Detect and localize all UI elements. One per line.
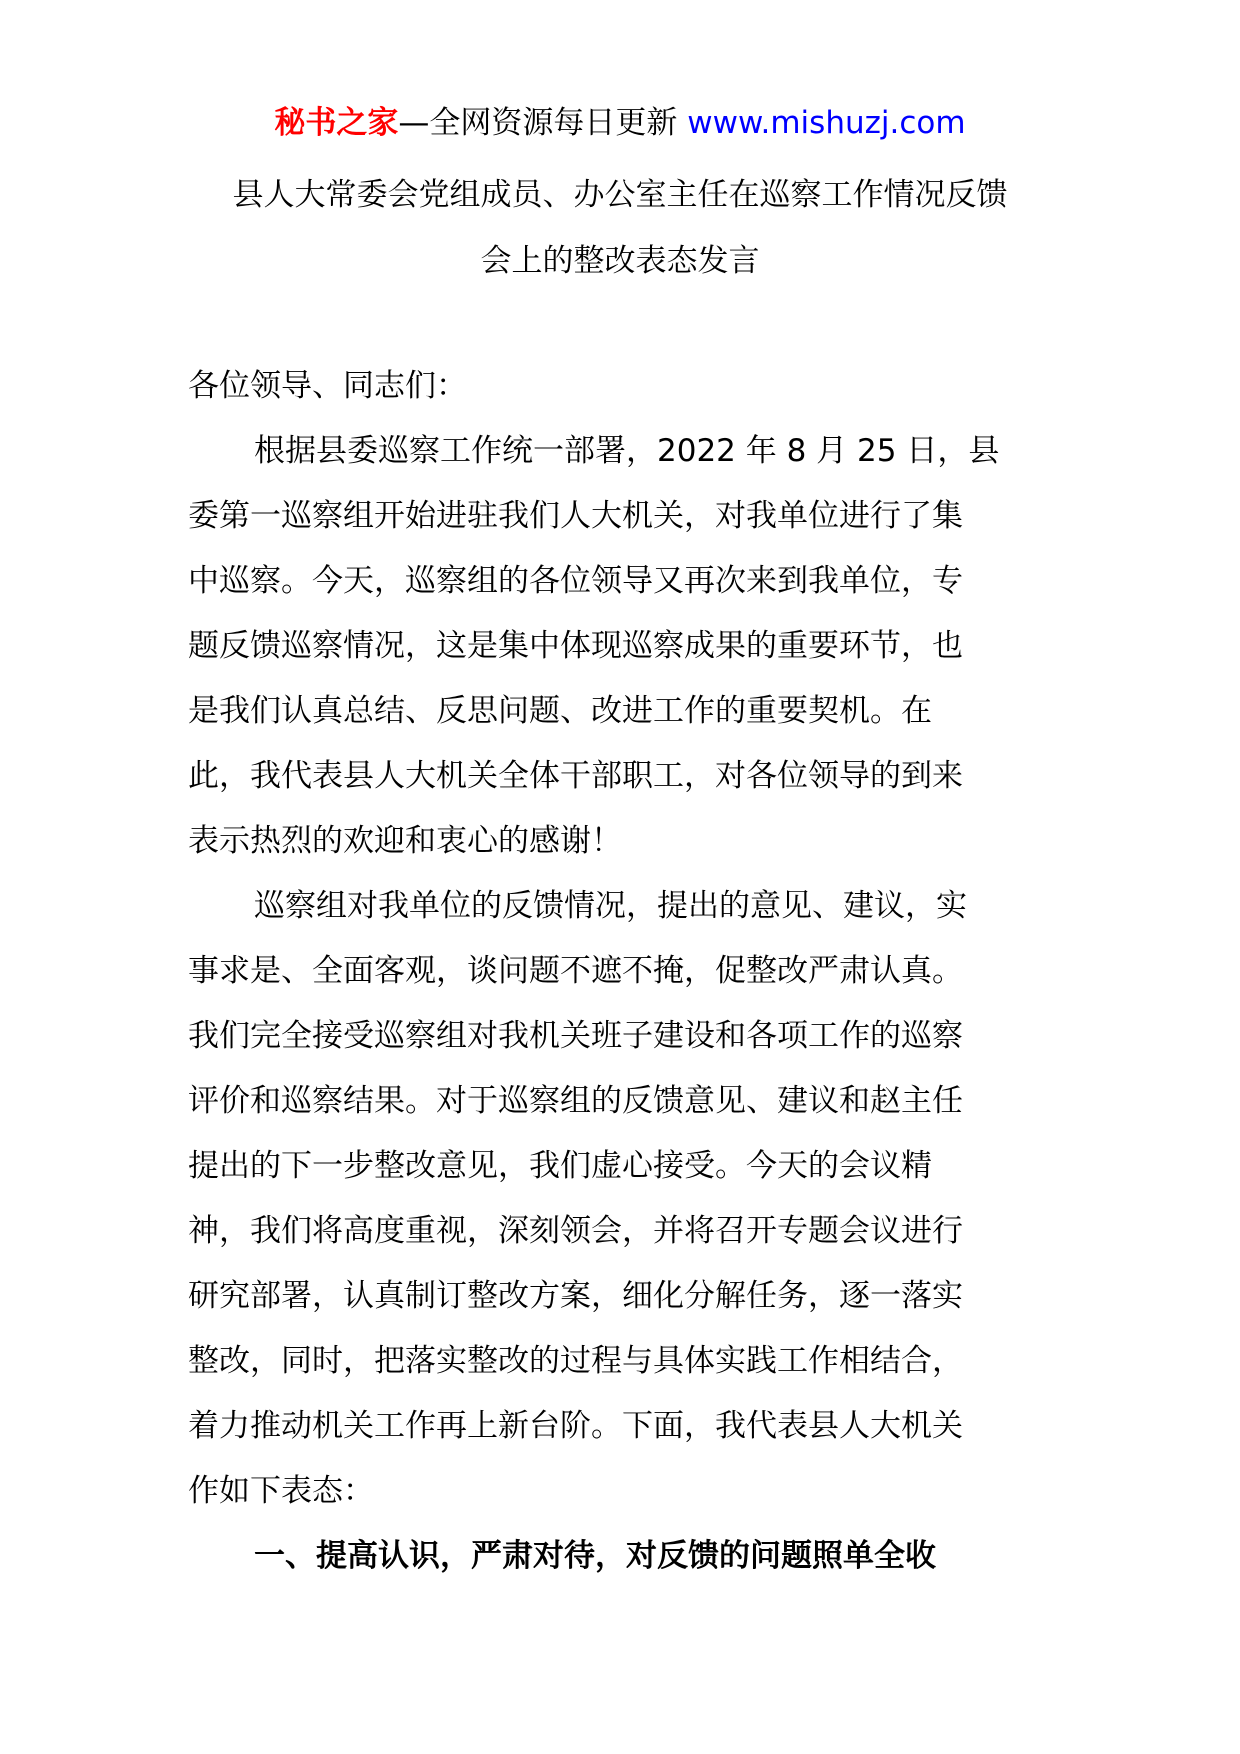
paragraph-line: 表示热烈的欢迎和衷心的感谢！ bbox=[188, 823, 622, 859]
paragraph-line: 评价和巡察结果。对于巡察组的反馈意见、建议和赵主任 bbox=[188, 1083, 963, 1119]
document-title bbox=[0, 162, 1240, 294]
paragraph-line: 事求是、全面客观，谈问题不遮不掩，促整改严肃认真。 bbox=[188, 953, 963, 989]
paragraph-line: 题反馈巡察情况，这是集中体现巡察成果的重要环节，也 bbox=[188, 628, 963, 664]
document-body bbox=[188, 354, 1048, 1589]
paragraph-line: 提出的下一步整改意见，我们虚心接受。今天的会议精 bbox=[188, 1148, 932, 1184]
section-heading: 一、提高认识，严肃对待，对反馈的问题照单全收 bbox=[254, 1538, 936, 1574]
paragraph-line: 作如下表态： bbox=[188, 1473, 374, 1509]
paragraph-2 bbox=[188, 874, 1048, 1524]
paragraph-line: 着力推动机关工作再上新台阶。下面，我代表县人大机关 bbox=[188, 1408, 963, 1444]
title-line-2: 会上的整改表态发言 bbox=[480, 243, 760, 279]
site-header bbox=[0, 100, 1240, 146]
paragraph-line: 委第一巡察组开始进驻我们人大机关，对我单位进行了集 bbox=[188, 498, 963, 534]
paragraph-line: 我们完全接受巡察组对我机关班子建设和各项工作的巡察 bbox=[188, 1018, 963, 1054]
title-line-1: 县人大常委会党组成员、办公室主任在巡察工作情况反馈 bbox=[232, 177, 1008, 213]
header-tagline: —全网资源每日更新 bbox=[398, 105, 688, 141]
brand-name: 秘书之家 bbox=[274, 105, 399, 141]
paragraph-line: 研究部署，认真制订整改方案，细化分解任务，逐一落实 bbox=[188, 1278, 963, 1314]
paragraph-line: 巡察组对我单位的反馈情况，提出的意见、建议，实 bbox=[254, 888, 967, 924]
site-url-link[interactable]: www.mishuzj.com bbox=[687, 105, 966, 141]
paragraph-line: 神，我们将高度重视，深刻领会，并将召开专题会议进行 bbox=[188, 1213, 963, 1249]
paragraph-line: 整改，同时，把落实整改的过程与具体实践工作相结合， bbox=[188, 1343, 963, 1379]
paragraph-line: 此，我代表县人大机关全体干部职工，对各位领导的到来 bbox=[188, 758, 963, 794]
paragraph-1 bbox=[188, 419, 1048, 874]
paragraph-line: 根据县委巡察工作统一部署，2022 年 8 月 25 日，县 bbox=[254, 433, 1000, 469]
paragraph-line: 是我们认真总结、反思问题、改进工作的重要契机。在 bbox=[188, 693, 932, 729]
salutation: 各位领导、同志们： bbox=[188, 368, 467, 404]
paragraph-line: 中巡察。今天，巡察组的各位领导又再次来到我单位，专 bbox=[188, 563, 963, 599]
